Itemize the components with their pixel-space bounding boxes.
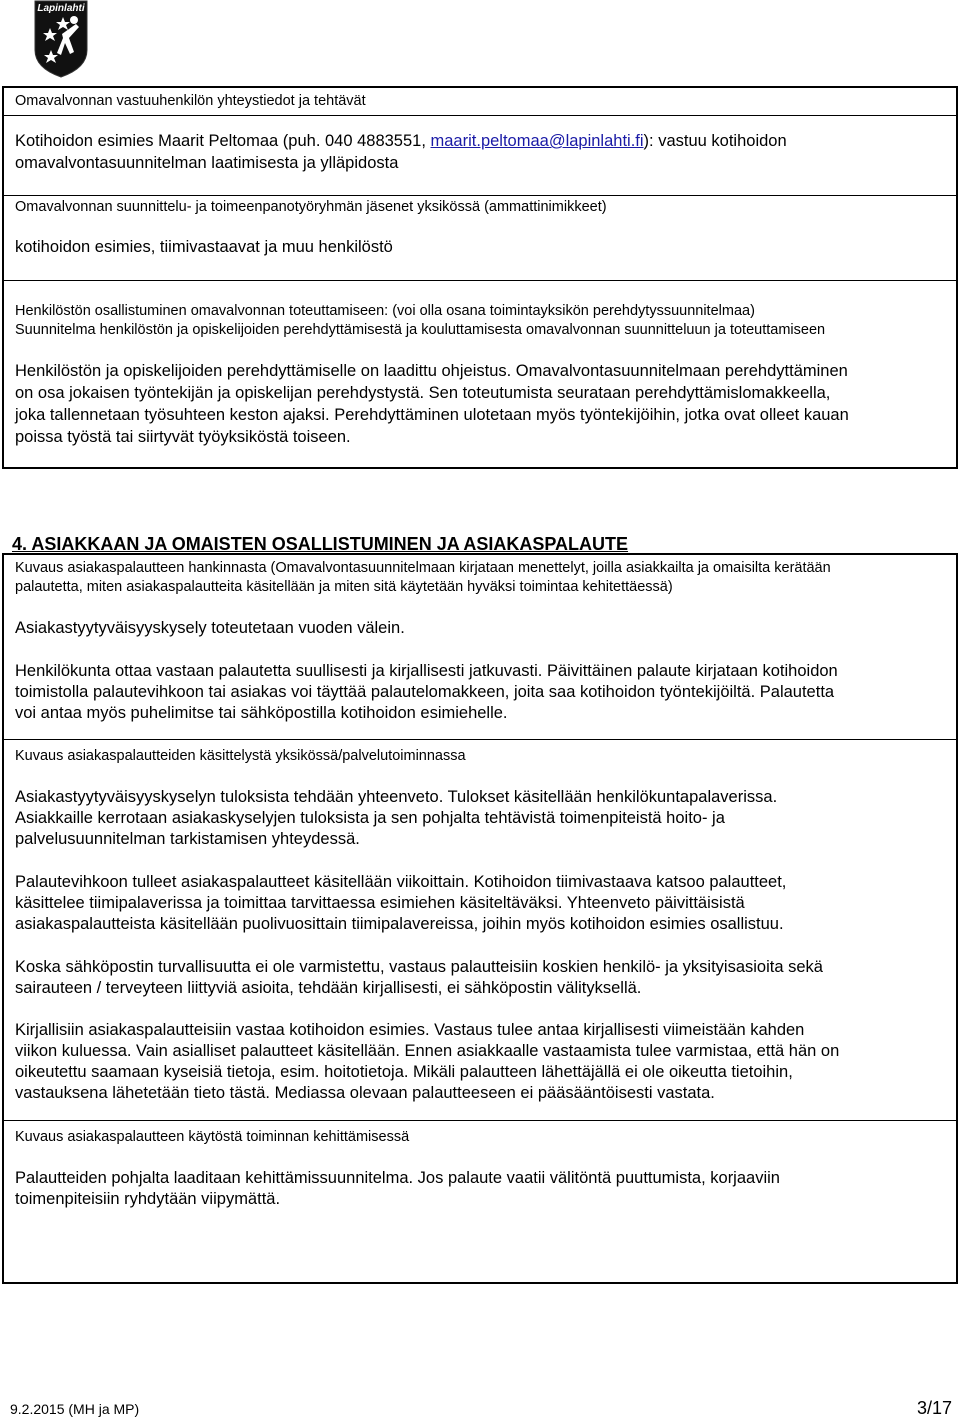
divider — [4, 1120, 956, 1121]
development-text-line: Palautteiden pohjalta laaditaan kehittämissuunnitelma. Jos palaute vaatii välitöntä puuttumista, korjaaviin — [15, 1169, 780, 1187]
handling-text-line: oikeutettu saamaan kyseisiä tietoja, esim. hoitotietoja. Mikäli palautteen lähettäjällä ei ole oikeutta tietoihin, — [15, 1063, 793, 1081]
handling-text-line: Palautevihkoon tulleet asiakaspalautteet käsitellään viikoittain. Kotihoidon tiimivastaava katsoo palautteet, — [15, 873, 787, 891]
collection-text-line: voi antaa myös puhelimitse tai sähköpostilla kotihoidon esimiehelle. — [15, 704, 508, 722]
handling-text-line: Asiakastyytyväisyyskyselyn tuloksista tehdään yhteenveto. Tulokset käsitellään henkilökuntapalaverissa. — [15, 788, 778, 806]
divider — [4, 115, 956, 116]
section-heading: 4. ASIAKKAAN JA OMAISTEN OSALLISTUMINEN JA ASIAKASPALAUTE — [12, 534, 629, 554]
handling-text-line: Koska sähköpostin turvallisuutta ei ole varmistettu, vastaus palautteisiin koskien henkilö- ja yksityisasioita sekä — [15, 958, 823, 976]
contact-suffix: ): vastuu kotihoidon — [643, 132, 787, 150]
feedback-label-line: palautetta, miten asiakaspalautteita käsitellään ja miten sitä käytetään hyväksi toimintaa kehitettäessä) — [15, 579, 673, 595]
handling-text-line: asiakaspalautteista käsitellään puolivuosittain tiimipalavereissa, joihin myös kotihoidon esimies osallistuu. — [15, 915, 784, 933]
development-text-line: toimenpiteisiin ryhdytään viipymättä. — [15, 1190, 281, 1208]
survey-text: Asiakastyytyväisyyskysely toteutetaan vuoden välein. — [15, 619, 405, 637]
footer-date: 9.2.2015 (MH ja MP) — [10, 1401, 140, 1417]
divider — [4, 739, 956, 740]
handling-text-line: käsittelee tiimipalaverissa ja toimittaa tarvittaessa esimiehen käsiteltäväksi. Yhteenveto päivittäisistä — [15, 894, 745, 912]
collection-text-line: toimistolla palautevihkoon tai asiakas voi täyttää palautelomakkeen, joita saa kotihoidon työntekijöiltä. Palautetta — [15, 683, 835, 701]
feedback-label-line: Kuvaus asiakaspalautteen hankinnasta (Omavalvontasuunnitelmaan kirjataan menettelyt, joilla asiakkailta ja omaisilta kerätään — [15, 560, 831, 576]
handling-text-line: Kirjallisiin asiakaspalautteisiin vastaa kotihoidon esimies. Vastaus tulee antaa kirjallisesti viimeistään kahden — [15, 1021, 805, 1039]
divider — [4, 280, 956, 281]
workgroup-label: Omavalvonnan suunnittelu- ja toimeenpanotyöryhmän jäsenet yksikössä (ammattinimikkeet) — [15, 199, 607, 215]
staff-text-line: poissa työstä tai siirtyvät työyksiköstä toiseen. — [15, 428, 351, 446]
staff-text-line: on osa jokaisen työntekijän ja opiskelijan perehdystystä. Sen toteutumista seurataan perehdyttämislomakkeella, — [15, 384, 831, 402]
municipal-coat-of-arms-icon — [34, 0, 88, 78]
staff-text-line: Henkilöstön ja opiskelijoiden perehdyttämiselle on laadittu ohjeistus. Omavalvontasuunnitelmaan perehdyttäminen — [15, 362, 848, 380]
email-link[interactable]: maarit.peltomaa@lapinlahti.fi — [430, 132, 644, 150]
contact-line-2: omavalvontasuunnitelman laatimisesta ja ylläpidosta — [15, 154, 399, 172]
handling-label: Kuvaus asiakaspalautteiden käsittelystä yksikössä/palvelutoiminnassa — [15, 748, 466, 764]
handling-text-line: Asiakkaille kerrotaan asiakaskyselyjen tuloksista ja sen pohjalta tehtävistä toimenpiteistä hoito- ja — [15, 809, 725, 827]
page-number: 3/17 — [916, 1398, 952, 1418]
logo-text: Lapinlahti — [37, 3, 85, 14]
development-label: Kuvaus asiakaspalautteen käytöstä toiminnan kehittämisessä — [15, 1129, 410, 1145]
divider — [4, 195, 956, 196]
responsible-person-box — [2, 86, 958, 469]
handling-text-line: palvelusuunnitelman tarkistamisen yhteydessä. — [15, 830, 360, 848]
section-title: Omavalvonnan vastuuhenkilön yhteystiedot ja tehtävät — [15, 93, 366, 109]
contact-line — [15, 131, 944, 153]
handling-text-line: sairauteen / terveyteen liittyviä asioita, tehdään kirjallisesti, ei sähköpostin välityksellä. — [15, 979, 642, 997]
staff-label-2: Suunnitelma henkilöstön ja opiskelijoiden perehdyttämisestä ja kouluttamisesta omavalvonnan suunnitteluun ja toteuttamiseen — [15, 322, 826, 338]
contact-prefix: Kotihoidon esimies Maarit Peltomaa (puh. 040 4883551, — [15, 132, 431, 150]
handling-text-line: viikon kuluessa. Vain asialliset palautteet käsitellään. Ennen asiakkaalle vastaamista tulee varmistaa, että hän on — [15, 1042, 840, 1060]
workgroup-value: kotihoidon esimies, tiimivastaavat ja muu henkilöstö — [15, 238, 393, 256]
staff-text-line: joka tallennetaan työsuhteen keston ajaksi. Perehdyttäminen ulotetaan myös työntekijöihin, jotka ovat olleet kauan — [15, 406, 849, 424]
collection-text-line: Henkilökunta ottaa vastaan palautetta suullisesti ja kirjallisesti jatkuvasti. Päivittäinen palaute kirjataan kotihoidon — [15, 662, 838, 680]
staff-label-1: Henkilöstön osallistuminen omavalvonnan toteuttamiseen: (voi olla osana toimintayksikön perehdytyssuunnitelmaa) — [15, 303, 755, 319]
handling-text-line: vastauksena lähetetään tieto tästä. Mediassa olevaan palautteeseen ei pääsääntöisesti vastata. — [15, 1084, 715, 1102]
customer-feedback-box — [2, 553, 958, 1284]
